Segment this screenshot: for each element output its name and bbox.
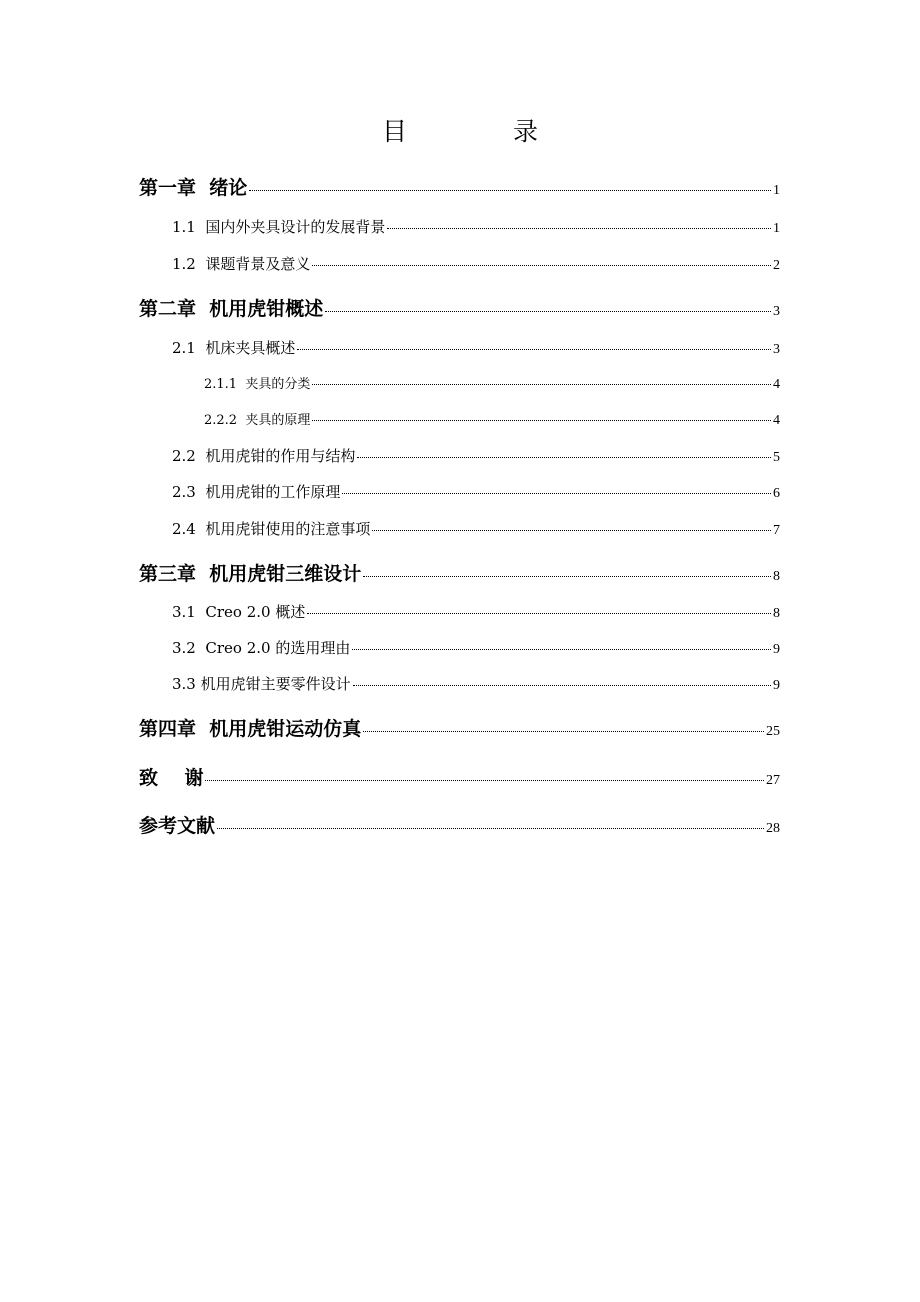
dot-leader bbox=[307, 613, 771, 614]
toc-entry-page: 8 bbox=[773, 606, 780, 621]
dot-leader bbox=[372, 530, 771, 531]
toc-entry-page: 7 bbox=[773, 523, 780, 538]
toc-entry-label: 第四章 机用虎钳运动仿真 bbox=[139, 718, 362, 740]
toc-entry-page: 25 bbox=[766, 724, 780, 739]
toc-entry-chapter-3 bbox=[139, 559, 780, 586]
toc-entry-chapter-1 bbox=[139, 173, 780, 200]
toc-entry-label: 2.3 机用虎钳的工作原理 bbox=[172, 483, 341, 501]
toc-entry-page: 4 bbox=[773, 413, 780, 428]
toc-entry-label: 参考文献 bbox=[139, 815, 216, 837]
toc-entry-acknowledgements bbox=[139, 763, 780, 790]
toc-entry-2-2-2 bbox=[204, 409, 780, 429]
dot-leader bbox=[325, 311, 771, 312]
dot-leader bbox=[312, 384, 771, 385]
toc-entry-2-1-1 bbox=[204, 373, 780, 393]
toc-entry-2-4 bbox=[172, 518, 780, 539]
dot-leader bbox=[357, 457, 771, 458]
toc-entry-label: 致 谢 bbox=[139, 767, 204, 789]
toc-entry-page: 2 bbox=[773, 258, 780, 273]
toc-entry-page: 4 bbox=[773, 377, 780, 392]
dot-leader bbox=[205, 780, 764, 781]
dot-leader bbox=[217, 828, 764, 829]
toc-entry-2-2 bbox=[172, 445, 780, 466]
toc-entry-3-1 bbox=[172, 601, 780, 622]
toc-entry-references bbox=[139, 811, 780, 838]
dot-leader bbox=[353, 685, 771, 686]
toc-entry-label: 2.1 机床夹具概述 bbox=[172, 339, 296, 357]
toc-entry-page: 6 bbox=[773, 486, 780, 501]
dot-leader bbox=[363, 731, 764, 732]
toc-entry-label: 3.2 Creo 2.0 的选用理由 bbox=[172, 639, 351, 657]
toc-entry-label: 2.2 机用虎钳的作用与结构 bbox=[172, 447, 356, 465]
toc-entry-page: 9 bbox=[773, 642, 780, 657]
toc-title: 目 录 bbox=[382, 117, 568, 146]
toc-entry-1-2 bbox=[172, 253, 780, 274]
toc-entry-2-1 bbox=[172, 337, 780, 358]
toc-entry-label: 2.4 机用虎钳使用的注意事项 bbox=[172, 520, 371, 538]
toc-entry-3-3 bbox=[172, 673, 780, 694]
toc-entry-page: 1 bbox=[773, 183, 780, 198]
toc-entry-page: 9 bbox=[773, 678, 780, 693]
toc-entry-label: 2.1.1 夹具的分类 bbox=[204, 377, 311, 392]
toc-entry-label: 3.1 Creo 2.0 概述 bbox=[172, 603, 306, 621]
toc-entry-page: 8 bbox=[773, 569, 780, 584]
toc-entry-chapter-2 bbox=[139, 294, 780, 321]
dot-leader bbox=[387, 228, 771, 229]
dot-leader bbox=[249, 190, 771, 191]
toc-entry-label: 第三章 机用虎钳三维设计 bbox=[139, 563, 362, 585]
toc-entry-page: 28 bbox=[766, 821, 780, 836]
toc-entry-3-2 bbox=[172, 637, 780, 658]
toc-entry-page: 1 bbox=[773, 221, 780, 236]
dot-leader bbox=[312, 420, 771, 421]
toc-entry-chapter-4 bbox=[139, 714, 780, 741]
toc-entry-page: 27 bbox=[766, 773, 780, 788]
dot-leader bbox=[342, 493, 771, 494]
toc-entry-label: 3.3 机用虎钳主要零件设计 bbox=[172, 675, 351, 693]
toc-entry-label: 1.1 国内外夹具设计的发展背景 bbox=[172, 218, 386, 236]
dot-leader bbox=[363, 576, 771, 577]
toc-entry-label: 第二章 机用虎钳概述 bbox=[139, 298, 324, 320]
dot-leader bbox=[312, 265, 771, 266]
toc-entry-page: 5 bbox=[773, 450, 780, 465]
toc-entry-1-1 bbox=[172, 216, 780, 237]
toc-entry-page: 3 bbox=[773, 304, 780, 319]
toc-entry-label: 第一章 绪论 bbox=[139, 177, 248, 199]
dot-leader bbox=[297, 349, 771, 350]
dot-leader bbox=[352, 649, 771, 650]
toc-entry-2-3 bbox=[172, 481, 780, 502]
toc-entry-label: 1.2 课题背景及意义 bbox=[172, 255, 311, 273]
toc-entry-page: 3 bbox=[773, 342, 780, 357]
toc-entry-label: 2.2.2 夹具的原理 bbox=[204, 413, 311, 428]
